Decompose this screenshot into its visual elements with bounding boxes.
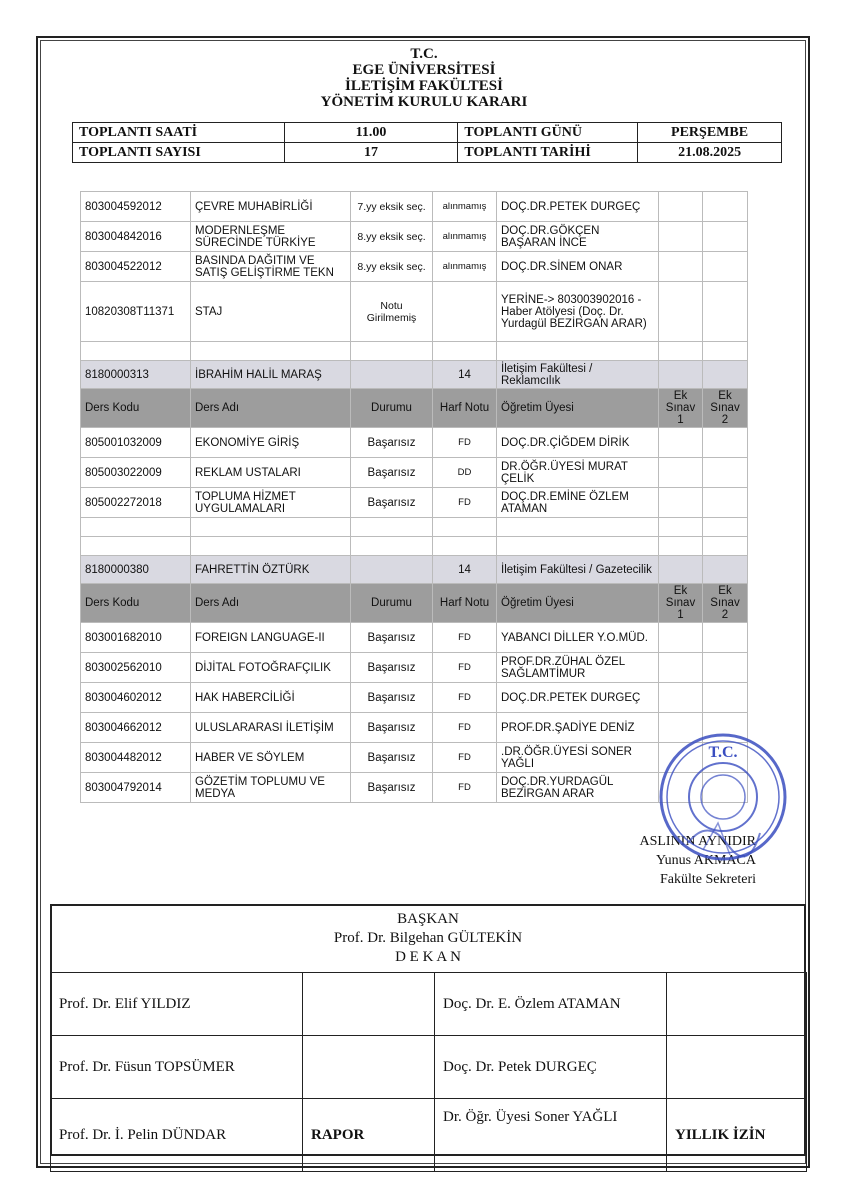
course-code: 803004482012 — [81, 743, 191, 773]
empty-cell — [351, 342, 433, 361]
course-teacher: DOÇ.DR.SİNEM ONAR — [497, 252, 659, 282]
course-grade — [433, 282, 497, 342]
empty-cell — [703, 537, 748, 556]
course-name: ULUSLARARASI İLETİŞİM — [191, 713, 351, 743]
meeting-date-value: 21.08.2025 — [638, 143, 782, 163]
course-name: HAK HABERCİLİĞİ — [191, 683, 351, 713]
table-row — [81, 458, 748, 488]
meeting-day-label: TOPLANTI GÜNÜ — [458, 123, 638, 143]
column-header-row — [81, 584, 748, 623]
column-header-teacher: Öğretim Üyesi — [497, 389, 659, 428]
extra-exam-2 — [703, 222, 748, 252]
course-name: MODERNLEŞME SÜRECİNDE TÜRKİYE — [191, 222, 351, 252]
course-grade: FD — [433, 623, 497, 653]
extra-exam-2 — [703, 683, 748, 713]
member-name: Doç. Dr. Petek DURGEÇ — [435, 1036, 667, 1099]
course-teacher: PROF.DR.ZÜHAL ÖZEL SAĞLAMTİMUR — [497, 653, 659, 683]
empty-cell — [659, 342, 703, 361]
header-faculty: İLETİŞİM FAKÜLTESİ — [345, 78, 503, 94]
course-name: EKONOMİYE GİRİŞ — [191, 428, 351, 458]
course-code: 803004602012 — [81, 683, 191, 713]
table-row — [81, 428, 748, 458]
empty-cell — [659, 361, 703, 389]
empty-cell — [497, 537, 659, 556]
column-header-status: Durumu — [351, 389, 433, 428]
course-name: GÖZETİM TOPLUMU VE MEDYA — [191, 773, 351, 803]
student-term-count: 14 — [433, 361, 497, 389]
student-row — [81, 556, 748, 584]
student-number: 8180000313 — [81, 361, 191, 389]
column-header-extra-exam-1: Ek Sınav 1 — [659, 584, 703, 623]
seal-text: T.C. — [708, 744, 738, 761]
extra-exam-1 — [659, 458, 703, 488]
table-row-empty — [81, 518, 748, 537]
table-row — [81, 683, 748, 713]
course-status: Başarısız — [351, 683, 433, 713]
course-table — [80, 191, 748, 803]
student-department: İletişim Fakültesi / Gazetecilik — [497, 556, 659, 584]
extra-exam-1 — [659, 222, 703, 252]
course-name: FOREIGN LANGUAGE-II — [191, 623, 351, 653]
course-status: Başarısız — [351, 488, 433, 518]
course-name: ÇEVRE MUHABİRLİĞİ — [191, 192, 351, 222]
column-header-code: Ders Kodu — [81, 584, 191, 623]
extra-exam-1 — [659, 428, 703, 458]
member-name: Dr. Öğr. Üyesi Soner YAĞLI — [435, 1099, 667, 1172]
course-grade: DD — [433, 458, 497, 488]
table-row — [81, 282, 748, 342]
signature-row — [51, 1099, 807, 1172]
course-grade: FD — [433, 743, 497, 773]
course-grade: FD — [433, 713, 497, 743]
member-status: YILLIK İZİN — [667, 1099, 807, 1172]
extra-exam-1 — [659, 623, 703, 653]
column-header-extra-exam-2: Ek Sınav 2 — [703, 389, 748, 428]
course-name: TOPLUMA HİZMET UYGULAMALARI — [191, 488, 351, 518]
member-name: Prof. Dr. Füsun TOPSÜMER — [51, 1036, 303, 1099]
course-teacher: PROF.DR.ŞADİYE DENİZ — [497, 713, 659, 743]
course-grade: alınmamış — [433, 252, 497, 282]
table-row — [81, 252, 748, 282]
meeting-number-value: 17 — [284, 143, 458, 163]
extra-exam-2 — [703, 192, 748, 222]
course-grade: FD — [433, 653, 497, 683]
column-header-extra-exam-1: Ek Sınav 1 — [659, 389, 703, 428]
official-seal — [648, 725, 798, 875]
extra-exam-1 — [659, 488, 703, 518]
course-code: 803001682010 — [81, 623, 191, 653]
member-name: Doç. Dr. E. Özlem ATAMAN — [435, 973, 667, 1036]
course-status: Başarısız — [351, 623, 433, 653]
meeting-day-value: PERŞEMBE — [638, 123, 782, 143]
extra-exam-2 — [703, 282, 748, 342]
course-code: 805003022009 — [81, 458, 191, 488]
course-status: 8.yy eksik seç. — [351, 252, 433, 282]
course-code: 803004592012 — [81, 192, 191, 222]
extra-exam-1 — [659, 282, 703, 342]
certified-copy-label: ASLININ AYNIDIR — [639, 834, 756, 849]
course-code: 803004662012 — [81, 713, 191, 743]
course-code: 803004522012 — [81, 252, 191, 282]
table-row — [81, 192, 748, 222]
column-header-teacher: Öğretim Üyesi — [497, 584, 659, 623]
course-status: Başarısız — [351, 428, 433, 458]
empty-cell — [351, 556, 433, 584]
empty-cell — [191, 518, 351, 537]
empty-cell — [703, 518, 748, 537]
course-status: Başarısız — [351, 458, 433, 488]
signature-row — [51, 1036, 807, 1099]
extra-exam-1 — [659, 252, 703, 282]
course-grade: FD — [433, 683, 497, 713]
course-status: Başarısız — [351, 773, 433, 803]
table-row — [81, 653, 748, 683]
course-code: 803004842016 — [81, 222, 191, 252]
course-code: 10820308T11371 — [81, 282, 191, 342]
chair-title: D E K A N — [395, 949, 461, 965]
student-number: 8180000380 — [81, 556, 191, 584]
course-name: DİJİTAL FOTOĞRAFÇILIK — [191, 653, 351, 683]
signature-table — [50, 972, 807, 1172]
empty-cell — [351, 537, 433, 556]
course-teacher: DOÇ.DR.YURDAGÜL BEZİRGAN ARAR — [497, 773, 659, 803]
course-grade: alınmamış — [433, 222, 497, 252]
meeting-info-table — [72, 122, 782, 163]
member-name: Prof. Dr. Elif YILDIZ — [51, 973, 303, 1036]
course-teacher: YABANCI DİLLER Y.O.MÜD. — [497, 623, 659, 653]
meeting-time-value: 11.00 — [284, 123, 458, 143]
empty-cell — [659, 556, 703, 584]
column-header-grade: Harf Notu — [433, 389, 497, 428]
chair-name: Prof. Dr. Bilgehan GÜLTEKİN — [333, 930, 523, 946]
signature-row — [51, 973, 807, 1036]
empty-cell — [191, 342, 351, 361]
meeting-info-row — [73, 143, 782, 163]
empty-cell — [191, 537, 351, 556]
column-header-name: Ders Adı — [191, 389, 351, 428]
member-signature-cell — [303, 1036, 435, 1099]
course-teacher: DR.ÖĞR.ÜYESİ MURAT ÇELİK — [497, 458, 659, 488]
extra-exam-2 — [703, 428, 748, 458]
extra-exam-2 — [703, 252, 748, 282]
course-teacher: DOÇ.DR.GÖKÇEN BAŞARAN İNCE — [497, 222, 659, 252]
course-name: BASINDA DAĞITIM VE SATIŞ GELİŞTİRME TEKN — [191, 252, 351, 282]
header-tc: T.C. — [410, 46, 438, 62]
course-status: Notu Girilmemiş — [351, 282, 433, 342]
extra-exam-1 — [659, 653, 703, 683]
table-row-empty — [81, 537, 748, 556]
course-grade: FD — [433, 773, 497, 803]
member-signature-cell — [303, 973, 435, 1036]
course-code: 803002562010 — [81, 653, 191, 683]
course-grade: alınmamış — [433, 192, 497, 222]
student-department: İletişim Fakültesi / Reklamcılık — [497, 361, 659, 389]
empty-cell — [433, 518, 497, 537]
column-header-name: Ders Adı — [191, 584, 351, 623]
member-signature-cell — [667, 1036, 807, 1099]
table-row — [81, 488, 748, 518]
table-row — [81, 222, 748, 252]
empty-cell — [703, 361, 748, 389]
empty-cell — [351, 518, 433, 537]
secretary-name: Yunus AKMACA — [656, 853, 756, 868]
secretary-title: Fakülte Sekreteri — [659, 872, 756, 887]
course-status: 7.yy eksik seç. — [351, 192, 433, 222]
meeting-info-row — [73, 123, 782, 143]
empty-cell — [497, 342, 659, 361]
member-status: RAPOR — [303, 1099, 435, 1172]
course-teacher: DOÇ.DR.EMİNE ÖZLEM ATAMAN — [497, 488, 659, 518]
student-term-count: 14 — [433, 556, 497, 584]
table-row-empty — [81, 342, 748, 361]
extra-exam-1 — [659, 192, 703, 222]
column-header-status: Durumu — [351, 584, 433, 623]
empty-cell — [433, 342, 497, 361]
empty-cell — [703, 342, 748, 361]
student-name: FAHRETTİN ÖZTÜRK — [191, 556, 351, 584]
chair-role: BAŞKAN — [397, 911, 459, 927]
empty-cell — [81, 518, 191, 537]
header-decision-title: YÖNETİM KURULU KARARI — [320, 94, 528, 110]
extra-exam-2 — [703, 458, 748, 488]
extra-exam-2 — [703, 623, 748, 653]
table-row — [81, 623, 748, 653]
course-grade: FD — [433, 488, 497, 518]
seal-icon — [648, 725, 798, 875]
course-name: HABER VE SÖYLEM — [191, 743, 351, 773]
course-status: 8.yy eksik seç. — [351, 222, 433, 252]
empty-cell — [659, 537, 703, 556]
course-status: Başarısız — [351, 713, 433, 743]
student-name: İBRAHİM HALİL MARAŞ — [191, 361, 351, 389]
empty-cell — [351, 361, 433, 389]
meeting-number-label: TOPLANTI SAYISI — [73, 143, 285, 163]
course-grade: FD — [433, 428, 497, 458]
empty-cell — [497, 518, 659, 537]
empty-cell — [433, 537, 497, 556]
extra-exam-2 — [703, 488, 748, 518]
course-name: STAJ — [191, 282, 351, 342]
course-teacher: .DR.ÖĞR.ÜYESİ SONER YAĞLI — [497, 743, 659, 773]
empty-cell — [81, 537, 191, 556]
column-header-code: Ders Kodu — [81, 389, 191, 428]
column-header-row — [81, 389, 748, 428]
extra-exam-1 — [659, 683, 703, 713]
course-teacher: DOÇ.DR.PETEK DURGEÇ — [497, 683, 659, 713]
extra-exam-2 — [703, 653, 748, 683]
header-university: EGE ÜNİVERSİTESİ — [352, 62, 496, 78]
student-row — [81, 361, 748, 389]
course-teacher: DOÇ.DR.PETEK DURGEÇ — [497, 192, 659, 222]
meeting-time-label: TOPLANTI SAATİ — [73, 123, 285, 143]
member-signature-cell — [667, 973, 807, 1036]
empty-cell — [703, 556, 748, 584]
empty-cell — [659, 518, 703, 537]
course-teacher: DOÇ.DR.ÇİĞDEM DİRİK — [497, 428, 659, 458]
course-code: 805002272018 — [81, 488, 191, 518]
empty-cell — [81, 342, 191, 361]
course-status: Başarısız — [351, 743, 433, 773]
course-code: 805001032009 — [81, 428, 191, 458]
member-name: Prof. Dr. İ. Pelin DÜNDAR — [51, 1099, 303, 1172]
column-header-grade: Harf Notu — [433, 584, 497, 623]
course-teacher: YERİNE-> 803003902016 - Haber Atölyesi (Doç. Dr. Yurdagül BEZİRGAN ARAR) — [497, 282, 659, 342]
course-status: Başarısız — [351, 653, 433, 683]
course-name: REKLAM USTALARI — [191, 458, 351, 488]
course-code: 803004792014 — [81, 773, 191, 803]
meeting-date-label: TOPLANTI TARİHİ — [458, 143, 638, 163]
column-header-extra-exam-2: Ek Sınav 2 — [703, 584, 748, 623]
